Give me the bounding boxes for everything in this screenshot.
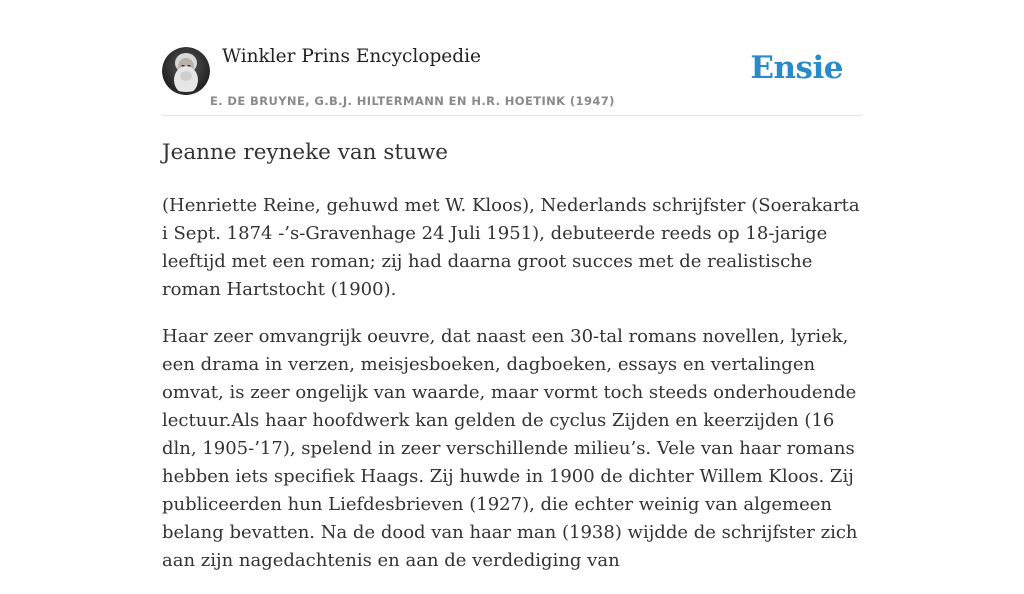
- author-portrait-avatar: [162, 47, 210, 95]
- source-title[interactable]: Winkler Prins Encyclopedie: [222, 46, 481, 67]
- source-header: [162, 40, 862, 116]
- ensie-logo-link[interactable]: Ensie: [750, 50, 843, 86]
- article-title: Jeanne reyneke van stuwe: [162, 140, 449, 165]
- article-paragraph-1: (Henriette Reine, gehuwd met W. Kloos), Nederlands schrijfster (Soerakarta i Sept. 1874 -’s-Gravenhage 24 Juli 1951), debuteerde reeds op 18-jarige leeftijd met een roman; zij had daarna groot succes met de realistische roman Hartstocht (1900).: [162, 195, 860, 300]
- article-paragraph-2: Haar zeer omvangrijk oeuvre, dat naast een 30-tal romans novellen, lyriek, een drama in verzen, meisjesboeken, dagboeken, essays en vertalingen omvat, is zeer ongelijk van waarde, maar vormt toch steeds onderhoudende lectuur.Als haar hoofdwerk kan gelden de cyclus Zijden en keerzijden (16 dln, 1905-’17), spelend in zeer verschillende milieu’s. Vele van haar romans hebben iets specifiek Haags. Zij huwde in 1900 de dichter Willem Kloos. Zij publiceerden hun Liefdesbrieven (1927), die echter weinig van algemeen belang bevatten. Na de dood van haar man (1938) wijdde de schrijfster zich aan zijn nagedachtenis en aan de verdediging van: [162, 326, 858, 571]
- source-authors: E. DE BRUYNE, G.B.J. HILTERMANN EN H.R. HOETINK (1947): [210, 94, 615, 108]
- article-body: [162, 192, 862, 594]
